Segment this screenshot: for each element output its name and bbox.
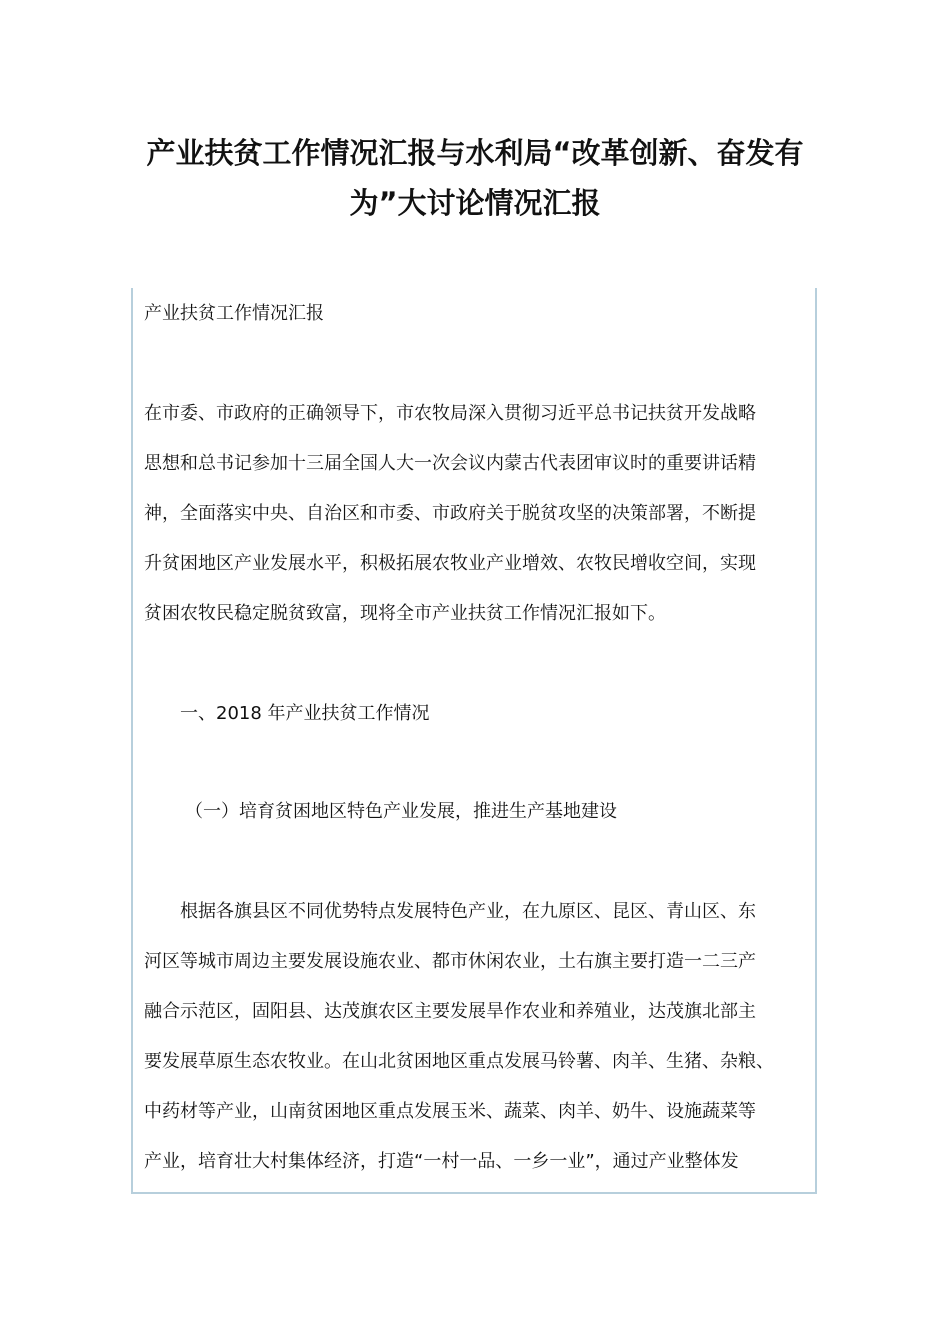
paragraph-line: 中药材等产业，山南贫困地区重点发展玉米、蔬菜、肉羊、奶牛、设施蔬菜等 <box>144 1101 756 1122</box>
title-line-1: 产业扶贫工作情况汇报与水利局“改革创新、奋发有 <box>146 136 804 170</box>
intro-line: 贫困农牧民稳定脱贫致富，现将全市产业扶贫工作情况汇报如下。 <box>144 603 666 624</box>
paragraph-line: 河区等城市周边主要发展设施农业、都市休闲农业，土右旗主要打造一二三产 <box>144 951 756 972</box>
title-line-2: 为”大讨论情况汇报 <box>349 186 601 220</box>
paragraph-line: 产业，培育壮大村集体经济，打造“一村一品、一乡一业”，通过产业整体发 <box>144 1151 739 1172</box>
section-heading: 一、2018 年产业扶贫工作情况 <box>180 703 430 724</box>
paragraph-line: 要发展草原生态农牧业。在山北贫困地区重点发展马铃薯、肉羊、生猪、杂粮、 <box>144 1051 774 1072</box>
intro-line: 神，全面落实中央、自治区和市委、市政府关于脱贫攻坚的决策部署，不断提 <box>144 503 756 524</box>
intro-line: 思想和总书记参加十三届全国人大一次会议内蒙古代表团审议时的重要讲话精 <box>144 453 756 474</box>
subtitle: 产业扶贫工作情况汇报 <box>144 303 324 324</box>
paragraph-line: 融合示范区，固阳县、达茂旗农区主要发展旱作农业和养殖业，达茂旗北部主 <box>144 1001 756 1022</box>
paragraph-line: 根据各旗县区不同优势特点发展特色产业，在九原区、昆区、青山区、东 <box>180 901 756 922</box>
subsection-heading: （一）培育贫困地区特色产业发展，推进生产基地建设 <box>185 801 617 822</box>
intro-line: 升贫困地区产业发展水平，积极拓展农牧业产业增效、农牧民增收空间，实现 <box>144 553 756 574</box>
document-title <box>120 128 830 228</box>
intro-line: 在市委、市政府的正确领导下，市农牧局深入贯彻习近平总书记扶贫开发战略 <box>144 403 756 424</box>
